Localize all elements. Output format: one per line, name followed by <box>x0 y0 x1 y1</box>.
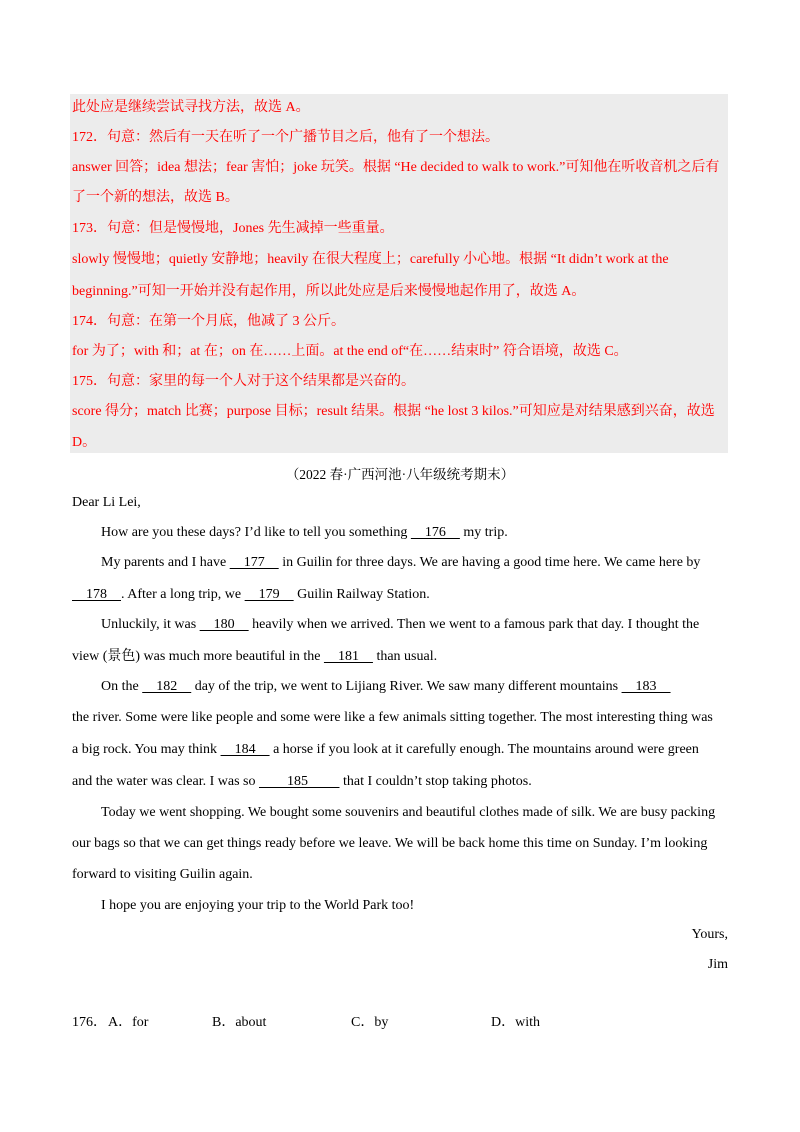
blank-184[interactable]: 184 <box>220 742 270 757</box>
letter-paragraph-line <box>101 524 508 542</box>
letter-paragraph-line <box>72 741 699 759</box>
letter-signature: Jim <box>707 957 728 972</box>
blank-180[interactable]: 180 <box>199 617 249 632</box>
letter-paragraph-line <box>72 586 430 604</box>
option-a[interactable]: A．for <box>108 1015 149 1030</box>
answer-line-1: 此处应是继续尝试寻找方法，故选 A。 <box>72 100 310 115</box>
text: Unluckily, it was <box>101 617 200 632</box>
source-citation: （2022 春·广西河池·八年级统考期末） <box>285 467 515 482</box>
blank-185[interactable]: 185 <box>258 774 340 789</box>
answer-line-3: answer 回答；idea 想法；fear 害怕；joke 玩笑。根据 “He decided to walk to work.”可知他在听收音机之后有 <box>72 160 720 175</box>
blank-182[interactable]: 182 <box>142 679 192 694</box>
option-b[interactable]: B．about <box>212 1015 267 1030</box>
option-d[interactable]: D．with <box>491 1015 540 1030</box>
blank-179[interactable]: 179 <box>244 587 294 602</box>
letter-paragraph-line: the river. Some were like people and some were like a few animals sitting together. The most interesting thing was <box>72 710 713 725</box>
blank-181[interactable]: 181 <box>323 649 373 664</box>
question-number: 176． <box>72 1015 107 1030</box>
letter-paragraph-line <box>72 773 532 791</box>
blank-177[interactable]: 177 <box>229 555 279 570</box>
text: that I couldn’t stop taking photos. <box>339 774 532 789</box>
text: view (景色) was much more beautiful in the <box>72 649 324 664</box>
text: in Guilin for three days. We are having a good time here. We came here by <box>278 555 701 570</box>
text: How are you these days? I’d like to tell you something <box>101 525 411 540</box>
answer-line-7: beginning.”可知一开始并没有起作用，所以此处应是后来慢慢地起作用了，故选 A。 <box>72 284 586 299</box>
letter-paragraph-line: I hope you are enjoying your trip to the World Park too! <box>101 898 415 913</box>
letter-paragraph-line: forward to visiting Guilin again. <box>72 867 253 882</box>
letter-paragraph-line <box>101 554 700 572</box>
option-c[interactable]: C．by <box>351 1015 389 1030</box>
answer-line-9: for 为了；with 和；at 在；on 在……上面。at the end of“在……结束时” 符合语境，故选 C。 <box>72 344 628 359</box>
blank-176[interactable]: 176 <box>410 525 460 540</box>
text: and the water was clear. I was so <box>72 774 259 789</box>
blank-183[interactable]: 183 <box>621 679 671 694</box>
answer-line-5: 173．句意：但是慢慢地，Jones 先生减掉一些重量。 <box>72 221 394 236</box>
answer-explanation-box <box>70 94 728 453</box>
text: heavily when we arrived. Then we went to a famous park that day. I thought the <box>248 617 700 632</box>
letter-paragraph-line: Today we went shopping. We bought some souvenirs and beautiful clothes made of silk. We are busy packing <box>101 805 716 820</box>
text: a big rock. You may think <box>72 742 221 757</box>
letter-closing: Yours, <box>691 927 728 942</box>
text: . After a long trip, we <box>121 587 245 602</box>
answer-line-4: 了一个新的想法，故选 B。 <box>72 190 239 205</box>
answer-line-6: slowly 慢慢地；quietly 安静地；heavily 在很大程度上；carefully 小心地。根据 “It didn’t work at the <box>72 252 669 267</box>
answer-line-10: 175．句意：家里的每一个人对于这个结果都是兴奋的。 <box>72 374 415 389</box>
letter-greeting: Dear Li Lei, <box>72 495 141 510</box>
answer-line-12: D。 <box>72 435 97 450</box>
text: My parents and I have <box>101 555 230 570</box>
blank-178[interactable]: 178 <box>72 587 121 602</box>
answer-line-11: score 得分；match 比赛；purpose 目标；result 结果。根据 “he lost 3 kilos.”可知应是对结果感到兴奋，故选 <box>72 404 715 419</box>
answer-line-8: 174．句意：在第一个月底，他减了 3 公斤。 <box>72 314 345 329</box>
letter-paragraph-line: our bags so that we can get things ready before we leave. We will be back home this time on Sunday. I’m looking <box>72 836 708 851</box>
text: day of the trip, we went to Lijiang River. We saw many different mountains <box>191 679 622 694</box>
text: Guilin Railway Station. <box>293 587 430 602</box>
letter-paragraph-line <box>72 648 437 666</box>
text: a horse if you look at it carefully enough. The mountains around were green <box>269 742 699 757</box>
answer-line-2: 172．句意：然后有一天在听了一个广播节目之后，他有了一个想法。 <box>72 130 499 145</box>
text: than usual. <box>372 649 438 664</box>
letter-paragraph-line <box>101 678 671 696</box>
text: my trip. <box>459 525 508 540</box>
letter-paragraph-line <box>101 616 699 634</box>
text: On the <box>101 679 143 694</box>
